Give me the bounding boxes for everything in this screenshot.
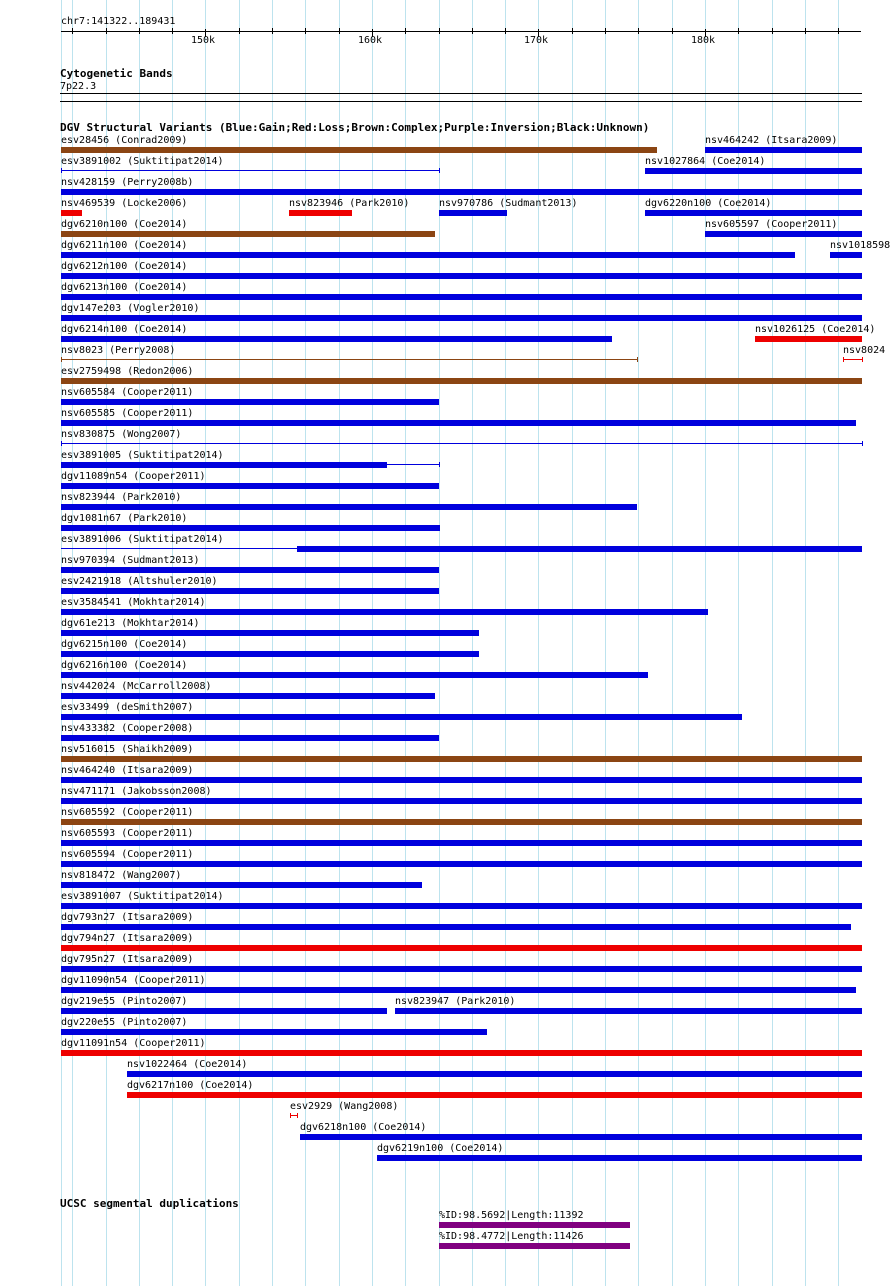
variant-label: nsv823947 (Park2010) (395, 996, 516, 1007)
variant-bar[interactable] (61, 693, 435, 699)
variant-bar[interactable] (830, 252, 862, 258)
segdup-bar[interactable] (439, 1243, 630, 1249)
variant-bar[interactable] (61, 609, 708, 615)
dgv-track-title: DGV Structural Variants (Blue:Gain;Red:Loss;Brown:Complex;Purple:Inversion;Black:Unknown) (60, 121, 650, 134)
variant-label: nsv818472 (Wang2007) (61, 870, 182, 881)
segdup-bar[interactable] (439, 1222, 630, 1228)
variant-bar[interactable] (61, 630, 479, 636)
variant-bar[interactable] (61, 903, 862, 909)
variant-label: dgv1081n67 (Park2010) (61, 513, 188, 524)
ruler-minor-tick (106, 28, 107, 34)
ruler-minor-tick (405, 28, 406, 34)
variant-label: nsv428159 (Perry2008b) (61, 177, 194, 188)
variant-bar[interactable] (61, 210, 82, 216)
ruler-tick-label: 160k (358, 35, 383, 46)
variant-label: dgv6219n100 (Coe2014) (377, 1143, 504, 1154)
variant-label: nsv1027864 (Coe2014) (645, 156, 766, 167)
variant-bar[interactable] (61, 588, 439, 594)
variant-label: nsv830875 (Wong2007) (61, 429, 182, 440)
variant-bar[interactable] (61, 273, 862, 279)
variant-label: dgv220e55 (Pinto2007) (61, 1017, 188, 1028)
variant-label: dgv61e213 (Mokhtar2014) (61, 618, 200, 629)
ruler-minor-tick (305, 28, 306, 34)
variant-label: nsv605593 (Cooper2011) (61, 828, 194, 839)
variant-label: esv3584541 (Mokhtar2014) (61, 597, 206, 608)
ruler-tick-label: 180k (691, 35, 716, 46)
variant-bar[interactable] (645, 210, 862, 216)
variant-end-cap (290, 1113, 291, 1118)
variant-bar[interactable] (61, 294, 862, 300)
variant-bar[interactable] (705, 231, 862, 237)
variant-label: esv3891007 (Suktitipat2014) (61, 891, 224, 902)
variant-bar[interactable] (61, 798, 862, 804)
variant-bar[interactable] (61, 315, 862, 321)
variant-label: nsv464242 (Itsara2009) (705, 135, 838, 146)
ruler-minor-tick (472, 28, 473, 34)
variant-bar[interactable] (127, 1071, 862, 1077)
variant-bar[interactable] (61, 359, 637, 360)
variant-label: nsv970394 (Sudmant2013) (61, 555, 200, 566)
ruler-minor-tick (738, 28, 739, 34)
ruler-tick-label: 170k (524, 35, 549, 46)
variant-label: nsv516015 (Shaikh2009) (61, 744, 194, 755)
variant-bar-thin[interactable] (387, 464, 439, 465)
variant-bar[interactable] (61, 399, 439, 405)
variant-bar[interactable] (61, 651, 479, 657)
variant-label: dgv6211n100 (Coe2014) (61, 240, 188, 251)
variant-label: nsv471171 (Jakobsson2008) (61, 786, 212, 797)
ruler-minor-tick (772, 28, 773, 34)
ruler-range-label: chr7:141322..189431 (61, 16, 176, 27)
variant-label: nsv8024 (843, 345, 886, 356)
variant-bar[interactable] (61, 252, 795, 258)
variant-bar[interactable] (61, 777, 862, 783)
variant-label: dgv6215n100 (Coe2014) (61, 639, 188, 650)
variant-bar-thin[interactable] (61, 548, 297, 549)
variant-label: dgv794n27 (Itsara2009) (61, 933, 194, 944)
variant-bar[interactable] (300, 1134, 862, 1140)
ruler-minor-tick (638, 28, 639, 34)
variant-label: nsv469539 (Locke2006) (61, 198, 188, 209)
cytoband-bar-top[interactable] (60, 93, 862, 94)
variant-label: esv2421918 (Altshuler2010) (61, 576, 218, 587)
variant-bar[interactable] (61, 336, 612, 342)
variant-label: nsv8023 (Perry2008) (61, 345, 176, 356)
variant-label: dgv147e203 (Vogler2010) (61, 303, 200, 314)
variant-label: nsv823944 (Park2010) (61, 492, 182, 503)
variant-bar[interactable] (61, 462, 387, 468)
variant-label: esv2759498 (Redon2006) (61, 366, 194, 377)
cytoband-bar-bottom (60, 101, 862, 102)
ruler-minor-tick (139, 28, 140, 34)
ruler-axis (61, 31, 861, 32)
variant-bar[interactable] (61, 567, 439, 573)
variant-bar[interactable] (61, 714, 742, 720)
variant-bar[interactable] (61, 840, 862, 846)
variant-label: nsv823946 (Park2010) (289, 198, 410, 209)
ruler-minor-tick (838, 28, 839, 34)
variant-label: dgv11090n54 (Cooper2011) (61, 975, 206, 986)
variant-bar[interactable] (61, 861, 862, 867)
variant-label: esv2929 (Wang2008) (290, 1101, 399, 1112)
ruler-tick-label: 150k (191, 35, 216, 46)
variant-bar[interactable] (61, 443, 862, 444)
variant-bar[interactable] (439, 210, 507, 216)
variant-label: esv3891002 (Suktitipat2014) (61, 156, 224, 167)
ruler-minor-tick (272, 28, 273, 34)
variant-label: nsv1018598 (830, 240, 890, 251)
variant-label: dgv6210n100 (Coe2014) (61, 219, 188, 230)
variant-bar[interactable] (61, 483, 439, 489)
variant-bar[interactable] (61, 924, 851, 930)
variant-bar[interactable] (61, 735, 439, 741)
variant-bar[interactable] (61, 170, 439, 171)
variant-end-cap (61, 441, 62, 446)
variant-label: dgv6220n100 (Coe2014) (645, 198, 772, 209)
variant-bar[interactable] (705, 147, 862, 153)
variant-bar[interactable] (645, 168, 862, 174)
ruler-minor-tick (72, 28, 73, 34)
variant-end-cap (843, 357, 844, 362)
segdup-label: %ID:98.5692|Length:11392 (439, 1210, 584, 1221)
variant-bar[interactable] (61, 882, 422, 888)
variant-label: dgv6216n100 (Coe2014) (61, 660, 188, 671)
cytoband-track-title: Cytogenetic Bands (60, 67, 173, 80)
variant-bar[interactable] (61, 147, 657, 153)
variant-label: nsv464240 (Itsara2009) (61, 765, 194, 776)
variant-bar[interactable] (61, 420, 856, 426)
segdup-label: %ID:98.4772|Length:11426 (439, 1231, 584, 1242)
ruler-minor-tick (572, 28, 573, 34)
variant-label: dgv795n27 (Itsara2009) (61, 954, 194, 965)
variant-label: dgv6212n100 (Coe2014) (61, 261, 188, 272)
ruler-minor-tick (805, 28, 806, 34)
variant-bar[interactable] (843, 359, 862, 360)
variant-bar[interactable] (61, 987, 856, 993)
variant-bar[interactable] (61, 945, 862, 951)
variant-bar[interactable] (289, 210, 352, 216)
ruler-minor-tick (505, 28, 506, 34)
variant-end-cap (297, 1113, 298, 1118)
variant-end-cap (61, 168, 62, 173)
variant-bar[interactable] (395, 1008, 862, 1014)
ruler-minor-tick (339, 28, 340, 34)
variant-bar[interactable] (61, 756, 862, 762)
variant-label: esv33499 (deSmith2007) (61, 702, 194, 713)
cytoband-name: 7p22.3 (60, 81, 97, 92)
variant-end-cap (637, 357, 638, 362)
variant-bar[interactable] (290, 1115, 297, 1116)
variant-bar[interactable] (755, 336, 862, 342)
variant-bar[interactable] (61, 819, 862, 825)
ruler-minor-tick (439, 28, 440, 34)
variant-end-cap (862, 357, 863, 362)
variant-label: esv3891005 (Suktitipat2014) (61, 450, 224, 461)
variant-label: dgv6218n100 (Coe2014) (300, 1122, 427, 1133)
variant-end-cap (439, 168, 440, 173)
variant-label: nsv605594 (Cooper2011) (61, 849, 194, 860)
variant-label: dgv793n27 (Itsara2009) (61, 912, 194, 923)
variant-label: dgv11091n54 (Cooper2011) (61, 1038, 206, 1049)
ruler-minor-tick (672, 28, 673, 34)
variant-bar[interactable] (61, 1050, 862, 1056)
variant-end-cap (439, 462, 440, 467)
variant-label: nsv605585 (Cooper2011) (61, 408, 194, 419)
variant-label: nsv970786 (Sudmant2013) (439, 198, 578, 209)
variant-label: dgv219e55 (Pinto2007) (61, 996, 188, 1007)
variant-bar[interactable] (61, 504, 637, 510)
variant-label: nsv605597 (Cooper2011) (705, 219, 838, 230)
variant-bar[interactable] (127, 1092, 862, 1098)
variant-bar[interactable] (61, 672, 648, 678)
variant-bar[interactable] (61, 1008, 387, 1014)
variant-bar[interactable] (61, 525, 440, 531)
variant-label: dgv11089n54 (Cooper2011) (61, 471, 206, 482)
ruler-minor-tick (239, 28, 240, 34)
variant-label: dgv6214n100 (Coe2014) (61, 324, 188, 335)
variant-bar[interactable] (377, 1155, 862, 1161)
variant-bar[interactable] (297, 546, 862, 552)
variant-bar[interactable] (61, 1029, 487, 1035)
variant-label: esv3891006 (Suktitipat2014) (61, 534, 224, 545)
variant-label: dgv6213n100 (Coe2014) (61, 282, 188, 293)
variant-label: dgv6217n100 (Coe2014) (127, 1080, 254, 1091)
ruler-minor-tick (605, 28, 606, 34)
variant-bar[interactable] (61, 966, 862, 972)
variant-bar[interactable] (61, 231, 435, 237)
variant-label: nsv605592 (Cooper2011) (61, 807, 194, 818)
variant-label: nsv1022464 (Coe2014) (127, 1059, 248, 1070)
variant-end-cap (862, 441, 863, 446)
variant-end-cap (61, 357, 62, 362)
variant-label: nsv1026125 (Coe2014) (755, 324, 876, 335)
variant-label: nsv605584 (Cooper2011) (61, 387, 194, 398)
segdup-track-title: UCSC segmental duplications (60, 1197, 239, 1210)
variant-bar[interactable] (61, 189, 862, 195)
variant-label: nsv442024 (McCarroll2008) (61, 681, 212, 692)
ruler-minor-tick (172, 28, 173, 34)
variant-bar[interactable] (61, 378, 862, 384)
variant-label: nsv433382 (Cooper2008) (61, 723, 194, 734)
variant-label: esv28456 (Conrad2009) (61, 135, 188, 146)
